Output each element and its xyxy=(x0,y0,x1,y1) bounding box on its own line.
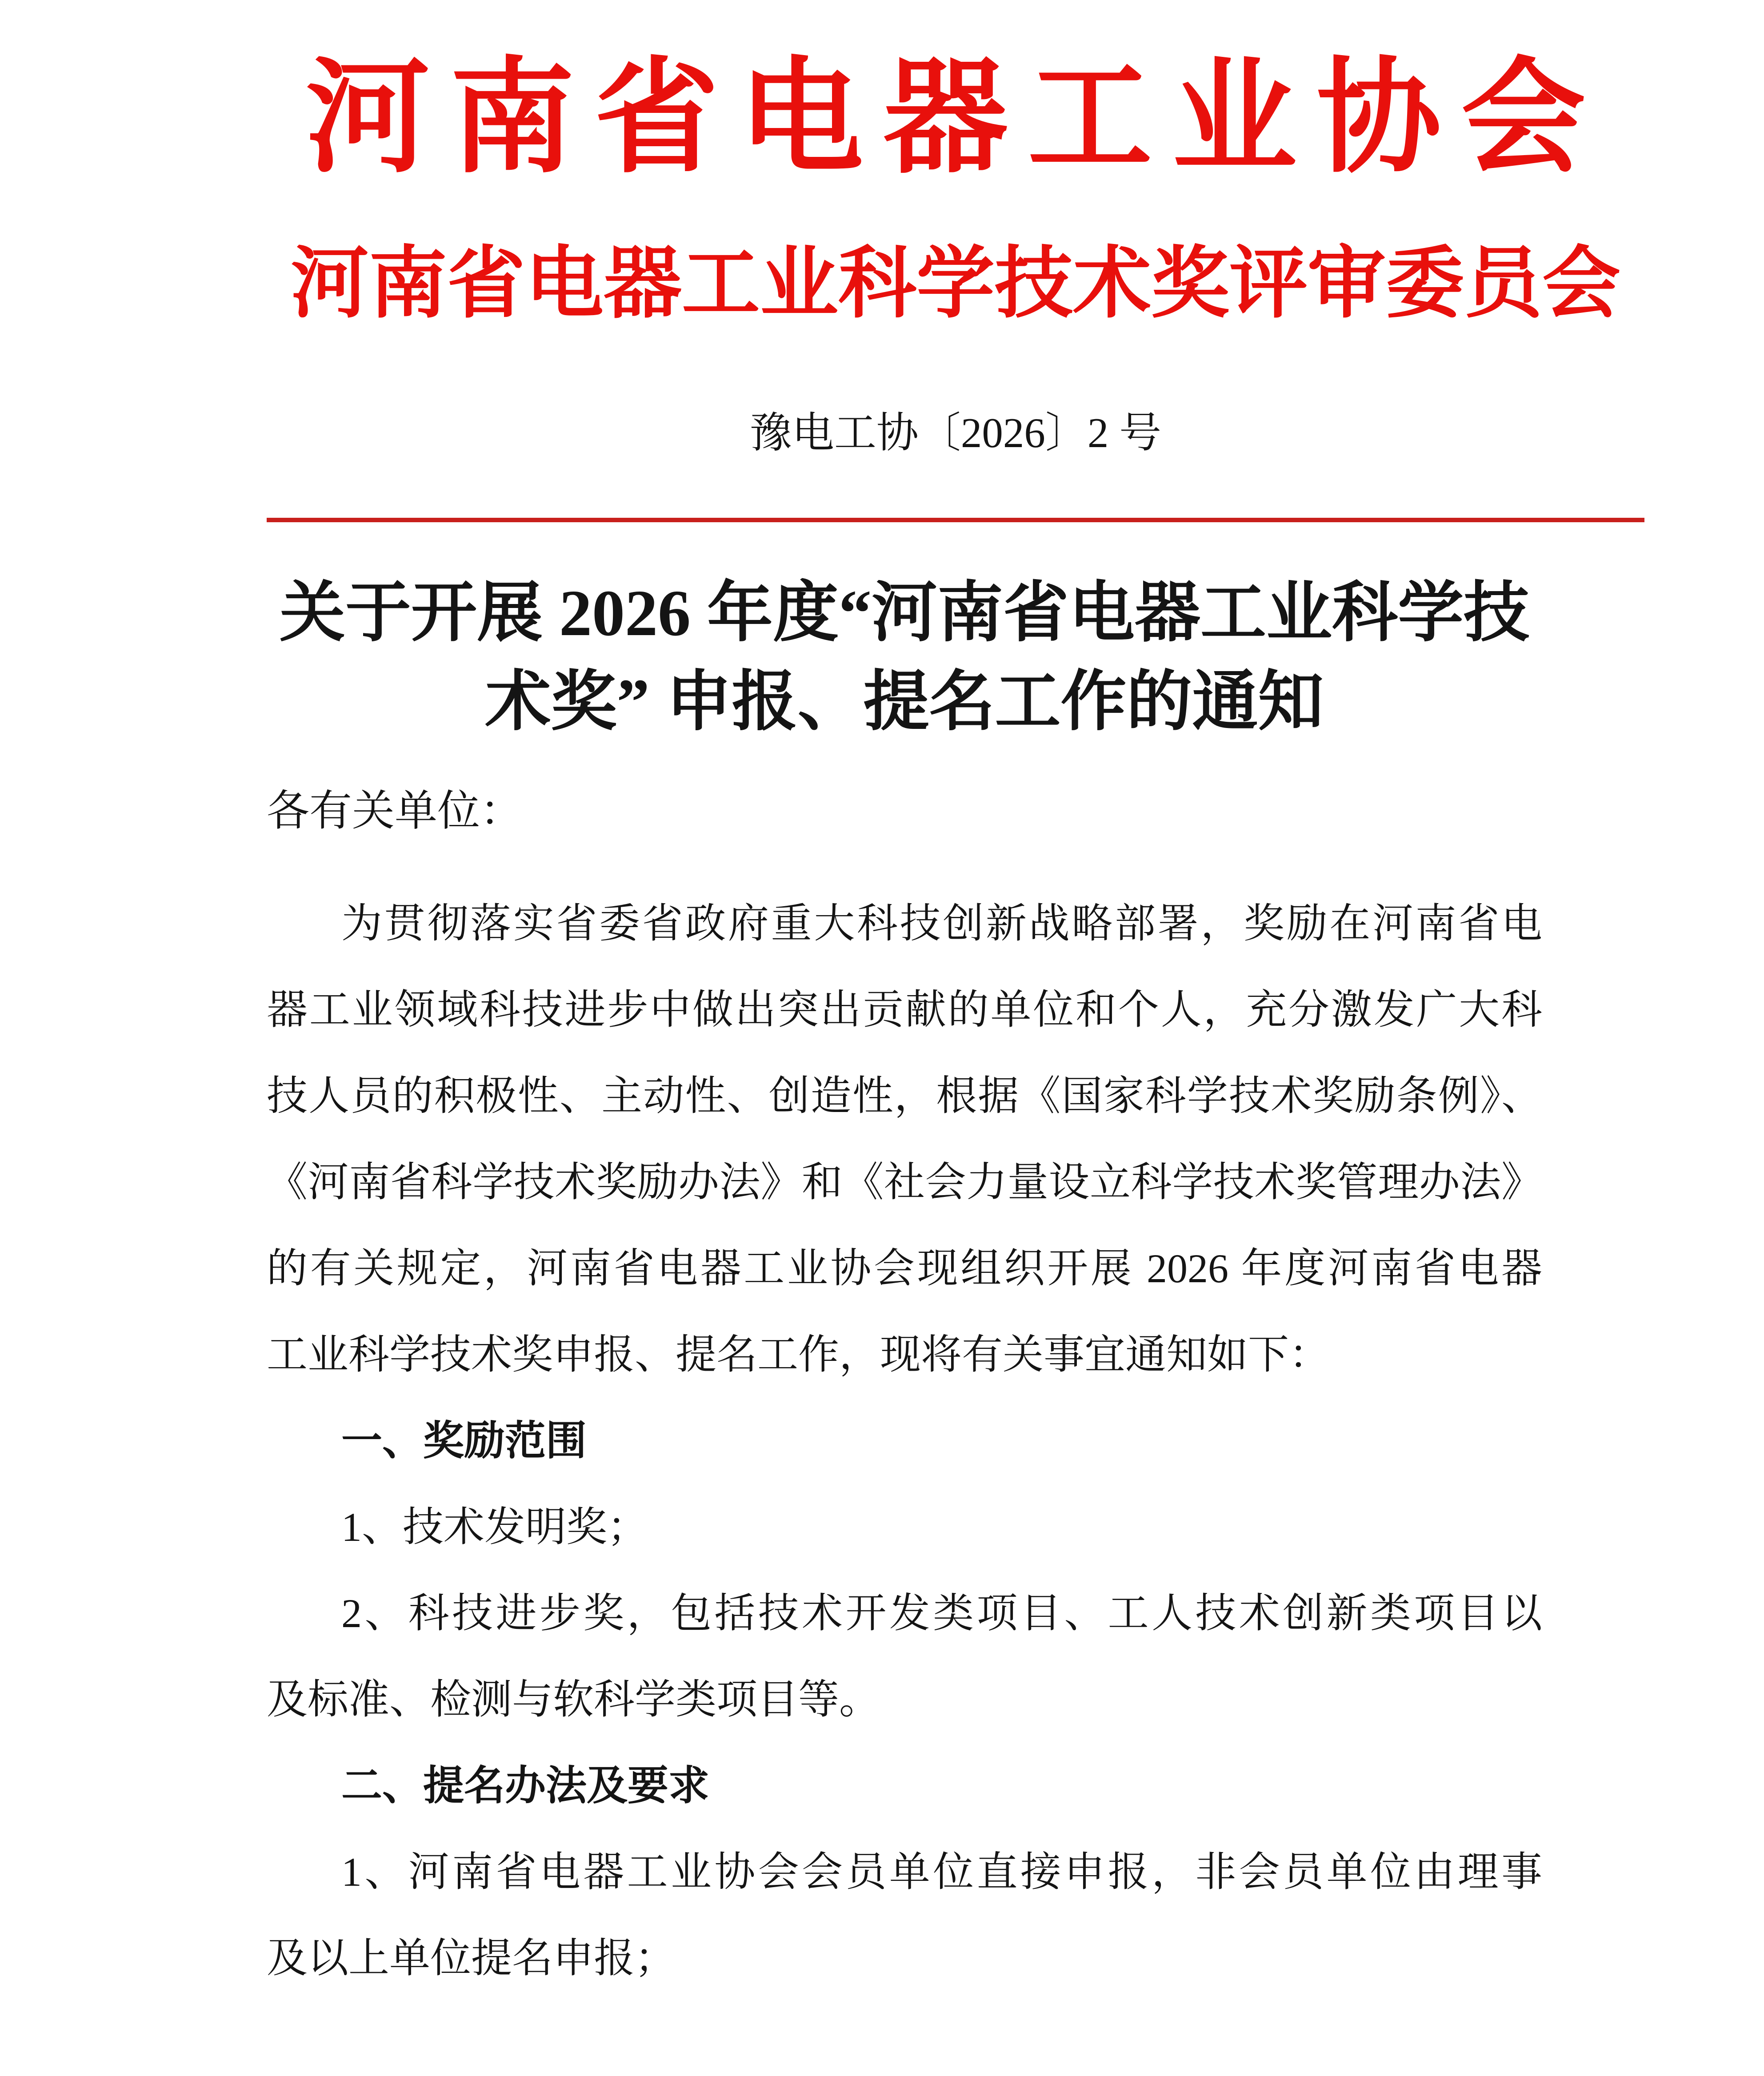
red-divider-rule xyxy=(267,518,1644,522)
notice-title-line2: 术奖” 申报、提名工作的通知 xyxy=(485,666,1324,739)
body-line: 2、科技进步奖，包括技术开发类项目、工人技术创新类项目以 xyxy=(341,1591,1542,1636)
body-line: 1、河南省电器工业协会会员单位直接申报，非会员单位由理事 xyxy=(341,1849,1542,1895)
body-line: 1、技术发明奖； xyxy=(341,1504,648,1550)
body-line: 为贯彻落实省委省政府重大科技创新战略部署，奖励在河南省电 xyxy=(341,901,1542,946)
document-content xyxy=(267,50,1644,2001)
notice-title-line1: 关于开展 2026 年度“河南省电器工业科学技 xyxy=(280,577,1529,650)
body-line: 工业科学技术奖申报、提名工作，现将有关事宜通知如下： xyxy=(267,1332,1330,1377)
org-name-line1: 河南省电器工业协会 xyxy=(305,49,1606,188)
body-line: 《河南省科学技术奖励办法》和《社会力量设立科学技术奖管理办法》 xyxy=(267,1160,1542,1205)
body-line: 及标准、检测与软科学类项目等。 xyxy=(267,1677,880,1722)
body-line: 器工业领域科技进步中做出突出贡献的单位和个人，充分激发广大科 xyxy=(267,987,1542,1032)
document-number: 豫电工协〔2026〕2 号 xyxy=(749,409,1162,456)
section-heading: 一、奖励范围 xyxy=(341,1418,587,1464)
body-line: 技人员的积极性、主动性、创造性，根据《国家科学技术奖励条例》、 xyxy=(267,1073,1542,1119)
body-text xyxy=(267,880,1542,2001)
salutation: 各有关单位： xyxy=(267,787,523,835)
body-line: 的有关规定，河南省电器工业协会现组织开展 2026 年度河南省电器 xyxy=(267,1246,1542,1291)
text-block xyxy=(267,569,1542,2001)
body-line: 及以上单位提名申报； xyxy=(267,1936,676,1981)
org-name-line2: 河南省电器工业科学技术奖评审委员会 xyxy=(290,241,1620,328)
notice-title xyxy=(267,569,1542,747)
section-heading: 二、提名办法及要求 xyxy=(341,1763,710,1808)
